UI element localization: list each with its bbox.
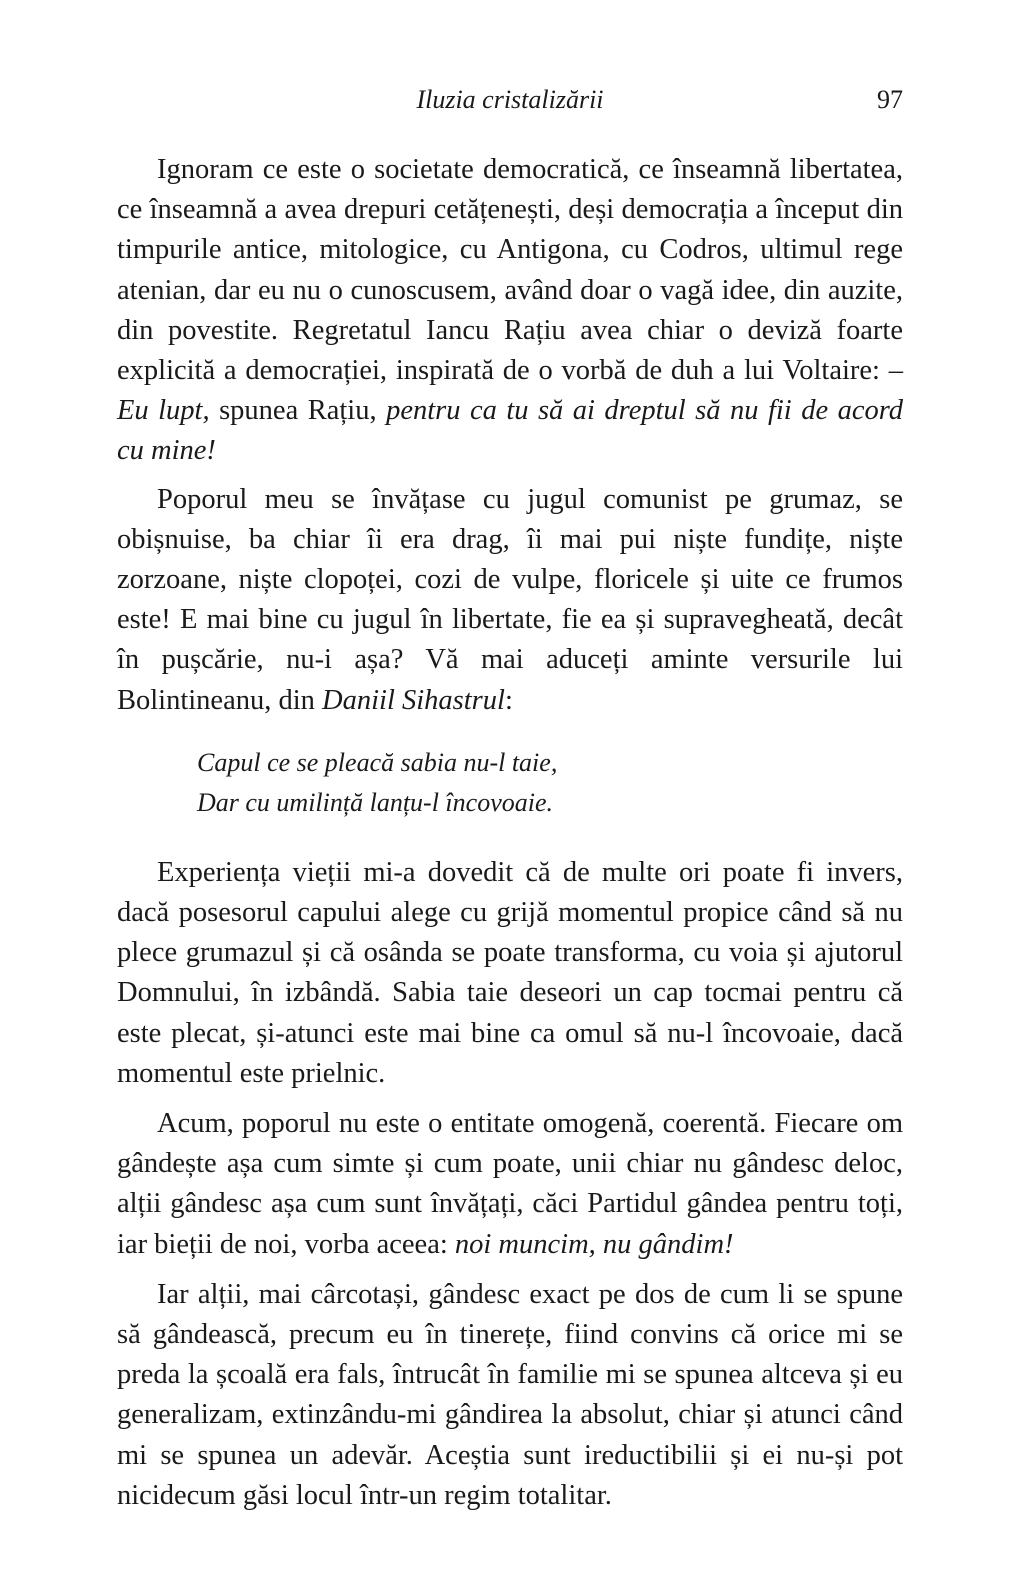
body-text <box>117 150 903 1526</box>
paragraph-4-text-a: Acum, poporul nu este o entitate omogenă, coerentă. Fiecare om gândește așa cum simte și cum poate, unii chiar nu gândesc deloc, alții gândesc așa cum sunt învățați, căci Partidul gândea pentru toți, iar bieții de noi, vorba aceea: <box>117 1108 903 1260</box>
verse-quote <box>197 743 903 823</box>
paragraph-2-text-b: : <box>504 684 513 716</box>
paragraph-5: Iar alții, mai cârcotași, gândesc exact pe dos de cum li se spune să gândească, precum eu în tinerețe, fiind convins că orice mi se preda la școală era fals, întrucât în familie mi se spunea altceva și eu generalizam, extinzându-mi gândirea la absolut, chiar și atunci când mi se spunea un adevăr. Aceștia sunt ireductibilii și ei nu-și pot nicidecum găsi locul într-un regim totalitar. <box>117 1278 903 1511</box>
paragraph-3: Experiența vieții mi-a dovedit că de multe ori poate fi invers, dacă posesorul capului alege cu grijă momentul propice când să nu plece grumazul și că osânda se poate transforma, cu voia și ajutorul Domnului, în izbândă. Sabia taie deseori un cap tocmai pentru că este plecat, și-atunci este mai bine ca omul să nu-l încovoaie, dacă momentul este prielnic. <box>117 856 903 1089</box>
running-header <box>117 82 903 118</box>
verse-line-1: Capul ce se pleacă sabia nu-l taie, <box>197 747 558 777</box>
paragraph-2 <box>117 480 903 721</box>
verse-line-2: Dar cu umilință lanțu-l încovoaie. <box>197 787 554 817</box>
paragraph-4 <box>117 1104 903 1265</box>
paragraph-1-italic-a: Eu lupt, <box>117 395 210 427</box>
chapter-title: Iluzia cristalizării <box>416 85 604 114</box>
paragraph-2-text-a: Poporul meu se învățase cu jugul comunist pe grumaz, se obișnuise, ba chiar îi era drag, îi mai pui niște fundițe, niște zorzoane, niște clopoței, cozi de vulpe, floricele și uite ce frumos este! E mai bine cu jugul în libertate, fie ea și supravegheată, decât în pușcărie, nu-i așa? Vă mai aduceți aminte versurile lui Bolintineanu, din <box>117 483 903 716</box>
book-page <box>117 0 903 1575</box>
paragraph-1-text-a: Ignoram ce este o societate democratică, ce înseamnă libertatea, ce înseamnă a avea drepuri cetățenești, deși democrația a început din timpurile antice, mitologice, cu Antigona, cu Codros, ultimul rege atenian, dar eu nu o cunoscusem, având doar o vagă idee, din auzite, din povestite. Regretatul Iancu Rațiu avea chiar o deviză foarte explicită a democrației, inspirată de o vorbă de duh a lui Voltaire: – <box>117 154 903 387</box>
paragraph-1-text-b: spunea Rațiu, <box>209 395 387 427</box>
paragraph-1 <box>117 150 903 472</box>
page-number: 97 <box>877 85 903 114</box>
paragraph-2-italic-title: Daniil Sihastrul <box>322 684 505 716</box>
paragraph-1-italic-b: pentru ca tu să ai dreptul să nu fii de acord cu mine! <box>117 395 904 467</box>
paragraph-4-italic: noi muncim, nu gândim! <box>454 1228 734 1260</box>
